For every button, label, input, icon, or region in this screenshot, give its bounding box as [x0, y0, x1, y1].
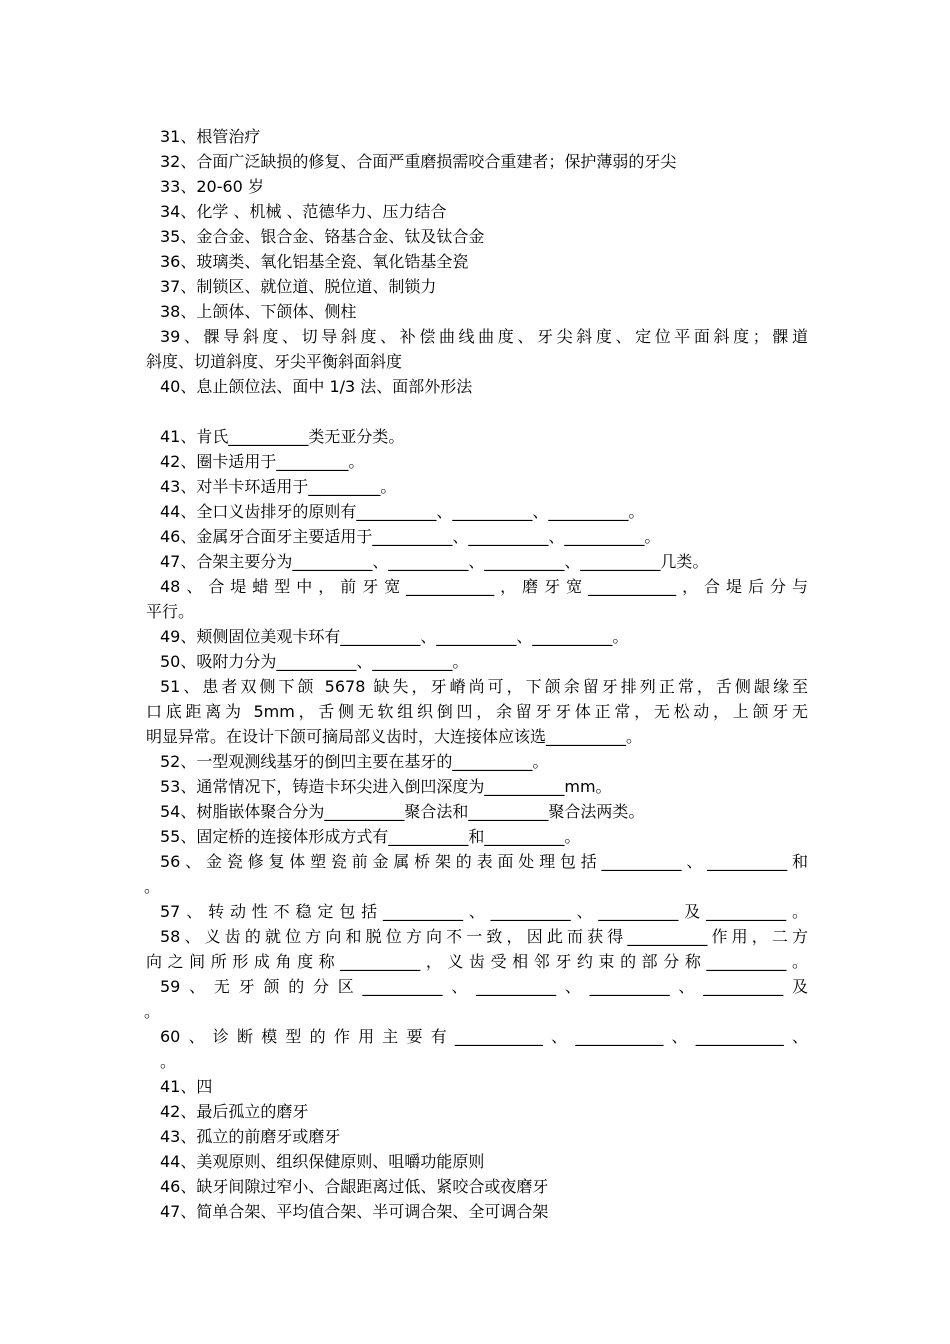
question-51-line3: 明显异常。在设计下颌可摘局部义齿时，大连接体应该选__________。	[146, 727, 643, 746]
answer-42: 42、最后孤立的磨牙	[160, 1102, 309, 1121]
answer-list-31-40	[146, 124, 808, 399]
question-48-line1: 48、合堤蜡型中，前牙宽___________，磨牙宽___________，合堤后分与	[160, 577, 808, 596]
question-51-line1: 51、患者双侧下颌 5678 缺失，牙嵴尚可，下颌余留牙排列正常，舌侧龈缘至	[160, 677, 808, 696]
question-42: 42、圈卡适用于_________。	[160, 452, 365, 471]
question-41: 41、肯氏__________类无亚分类。	[160, 427, 405, 446]
answer-39-line2: 斜度、切道斜度、牙尖平衡斜面斜度	[146, 352, 403, 371]
answer-32: 32、合面广泛缺损的修复、合面严重磨损需咬合重建者；保护薄弱的牙尖	[160, 152, 677, 171]
spacer	[160, 399, 808, 424]
answer-36: 36、玻璃类、氧化铝基全瓷、氧化锆基全瓷	[160, 252, 469, 271]
question-47: 47、合架主要分为__________、__________、__________、__________几类。	[160, 552, 709, 571]
answer-list-41-47	[160, 1074, 808, 1224]
question-57: 57、转动性不稳定包括__________、__________、__________及__________。	[160, 902, 808, 921]
answer-44: 44、美观原则、组织保健原则、咀嚼功能原则	[160, 1152, 485, 1171]
answer-41: 41、四	[160, 1077, 213, 1096]
question-44: 44、全口义齿排牙的原则有__________、__________、__________。	[160, 502, 645, 521]
question-51-line2: 口底距离为 5mm，舌侧无软组织倒凹，余留牙牙体正常，无松动，上颌牙无	[146, 702, 808, 721]
question-55: 55、固定桥的连接体形成方式有__________和__________。	[160, 827, 581, 846]
answer-37: 37、制锁区、就位道、脱位道、制锁力	[160, 277, 437, 296]
answer-47: 47、简单合架、平均值合架、半可调合架、全可调合架	[160, 1202, 549, 1221]
question-60-line1: 60、诊断模型的作用主要有___________、___________、___________、	[160, 1027, 808, 1046]
question-52: 52、一型观测线基牙的倒凹主要在基牙的__________。	[160, 752, 549, 771]
question-54: 54、树脂嵌体聚合分为__________聚合法和__________聚合法两类。	[160, 802, 645, 821]
answer-46: 46、缺牙间隙过窄小、合龈距离过低、紧咬合或夜磨牙	[160, 1177, 549, 1196]
question-48-line2: 平行。	[146, 602, 195, 621]
document-page	[144, 124, 808, 1224]
question-49: 49、颊侧固位美观卡环有__________、__________、__________。	[160, 627, 629, 646]
question-53: 53、通常情况下，铸造卡环尖进入倒凹深度为__________mm。	[160, 777, 612, 796]
answer-31: 31、根管治疗	[160, 127, 261, 146]
answer-35: 35、金合金、银合金、铬基合金、钛及钛合金	[160, 227, 485, 246]
answer-39-line1: 39、髁导斜度、切导斜度、补偿曲线曲度、牙尖斜度、定位平面斜度；髁道	[160, 327, 808, 346]
question-58-line1: 58、义齿的就位方向和脱位方向不一致，因此而获得__________作用，二方	[160, 927, 808, 946]
question-46: 46、金属牙合面牙主要适用于__________、__________、__________。	[160, 527, 661, 546]
answer-40: 40、息止颌位法、面中 1/3 法、面部外形法	[160, 377, 473, 396]
question-50: 50、吸附力分为__________、__________。	[160, 652, 469, 671]
answer-33: 33、20-60 岁	[160, 177, 264, 196]
question-list-41-60	[144, 424, 808, 1074]
answer-43: 43、孤立的前磨牙或磨牙	[160, 1127, 341, 1146]
question-56-line2: 。	[144, 877, 161, 896]
question-59-line2: 。	[144, 1002, 161, 1021]
question-43: 43、对半卡环适用于_________。	[160, 477, 397, 496]
answer-34: 34、化学 、机械 、范德华力、压力结合	[160, 202, 447, 221]
answer-38: 38、上颌体、下颌体、侧柱	[160, 302, 357, 321]
question-58-line2: 向之间所形成角度称__________，义齿受相邻牙约束的部分称__________。	[146, 952, 808, 971]
question-56-line1: 56、金瓷修复体塑瓷前金属桥架的表面处理包括__________、__________和	[160, 852, 808, 871]
question-59-line1: 59、无牙颌的分区__________、__________、__________、__________及	[160, 977, 808, 996]
question-60-line2: 。	[160, 1052, 177, 1071]
